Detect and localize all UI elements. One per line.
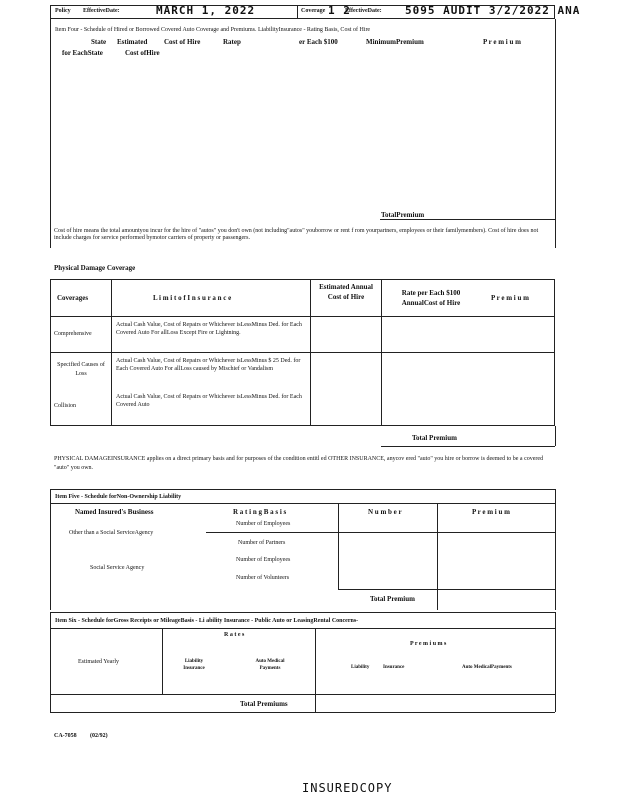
form-edition: (02/92): [90, 733, 108, 739]
item6-liability-insurance: Liability Insurance: [183, 659, 205, 671]
item4-col-minimum-premium: MinimumPremium: [366, 38, 424, 46]
pd-coverage-collision: Collision: [54, 403, 77, 409]
pd-limit-specified: Actual Cash Value, Cost of Repairs or Whichever isLessMinus $ 25 Ded. for Each Covered Auto For allLoss caused by Mischief or Vandalism: [116, 358, 301, 372]
item4-col-er-each: er Each $100: [299, 38, 338, 46]
item5-basis-4: Number of Volunteers: [236, 575, 290, 581]
item6-col-rates: R a t e s: [224, 632, 245, 638]
pd-limit-collision: Actual Cash Value, Cost of Repairs or Whichever isLessMinus Ded. for Each Covered Auto: [116, 394, 302, 408]
item4-col-ratep: Ratep: [223, 38, 241, 46]
physical-damage-title: Physical Damage Coverage: [54, 264, 136, 272]
item4-col-state: State: [91, 38, 107, 46]
effective-date-value: MARCH 1, 2022: [156, 4, 256, 17]
coverage-value: 1 2: [328, 4, 351, 17]
pd-col-rate: Rate per Each $100 AnnualCost of Hire: [401, 289, 461, 307]
pd-note: PHYSICAL DAMAGEINSURANCE applies on a direct primary basis and for purposes of the condition entitl ed OTHER INSURANCE, anycov ered "auto" you hire or borrow is deemed to be a covered "auto" you own.: [54, 456, 544, 471]
item4-col-estimated: Estimated: [117, 38, 148, 46]
pd-col-limit: L i m i t o f I n s u r a n c e: [153, 294, 232, 302]
item4-col-premium: P r e m i u m: [483, 38, 521, 46]
coverage-label: Coverage: [301, 8, 326, 14]
item5-basis-2: Number of Partners: [238, 540, 286, 546]
item6-insurance: Insurance: [383, 665, 405, 670]
item5-col-number: N u m b e r: [368, 508, 402, 516]
item6-auto-medical-2: Auto MedicalPayments: [462, 665, 512, 670]
item5-basis-3: Number of Employees: [236, 557, 291, 563]
item5-basis-1: Number of Employees: [236, 521, 291, 527]
item6-estimated-yearly: Estimated Yearly: [78, 659, 119, 665]
item4-for-each-state: for EachState: [62, 49, 103, 57]
item5-title: Item Five - Schedule forNon-Ownership Liability: [55, 494, 182, 500]
item6-total-premiums: Total Premiums: [240, 700, 288, 708]
item6-title: Item Six - Schedule forGross Receipts or MileageBasis - Li ability Insurance - Public Auto or LeasingRental Concerns-: [55, 618, 359, 624]
pd-col-est-cost: Estimated Annual Cost of Hire: [319, 283, 373, 301]
pd-col-premium: P r e m i u m: [491, 294, 529, 302]
insured-copy-label: INSUREDCOPY: [302, 781, 393, 795]
pd-col-coverages: Coverages: [57, 294, 89, 302]
cost-of-hire-note: Cost of hire means the total amountyou incur for the hire of "autos" you don't own (not including"autos" youborrow or rent f rom yourpartners, employees or their familymembers). Cost of hire does not include charges for service performed bymotor carriers of property or passengers.: [54, 228, 539, 241]
item6-liability: Liability: [351, 665, 370, 670]
item4-col-cost-of-hire: Cost of Hire: [164, 38, 201, 46]
item4-total-premium: TotalPremium: [381, 211, 425, 219]
item5-total-premium: Total Premium: [370, 595, 415, 603]
form-number: CA-7058: [54, 733, 77, 739]
pd-coverage-comprehensive: Comprehensive: [54, 331, 92, 337]
policy-label: Policy: [55, 8, 71, 14]
item6-auto-medical: Auto Medical Payments: [255, 659, 285, 671]
item5-col-premium: P r e m i u m: [472, 508, 510, 516]
item4-cost-of-hire-2: Cost ofHire: [125, 49, 160, 57]
pd-total-premium: Total Premium: [412, 434, 457, 442]
policy-number-value: 5095 AUDIT 3/2/2022 ANA: [405, 4, 581, 17]
item4-title: Item Four - Schedule of Hired or Borrowed Covered Auto Coverage and Premiums. LiabilityInsurance - Rating Basis, Cost of Hire: [55, 27, 371, 33]
item5-biz-other: Other than a Social ServiceAgency: [69, 530, 154, 536]
effective-date-label-2: EffectiveDate:: [345, 8, 382, 14]
item5-biz-social: Social Service Agency: [90, 565, 145, 571]
pd-coverage-specified: Specified Causes of Loss: [57, 362, 105, 377]
item5-col-rating: R a t i n g B a s i s: [233, 508, 287, 516]
item5-col-named: Named Insured's Business: [75, 508, 154, 516]
effective-date-label: EffectiveDate:: [83, 8, 120, 14]
item6-col-premiums: P r e m i u m s: [410, 641, 447, 647]
pd-limit-comprehensive: Actual Cash Value, Cost of Repairs or Whichever isLessMinus Ded. for Each Covered Auto For allLoss Except Fire or Lightning.: [116, 322, 302, 336]
